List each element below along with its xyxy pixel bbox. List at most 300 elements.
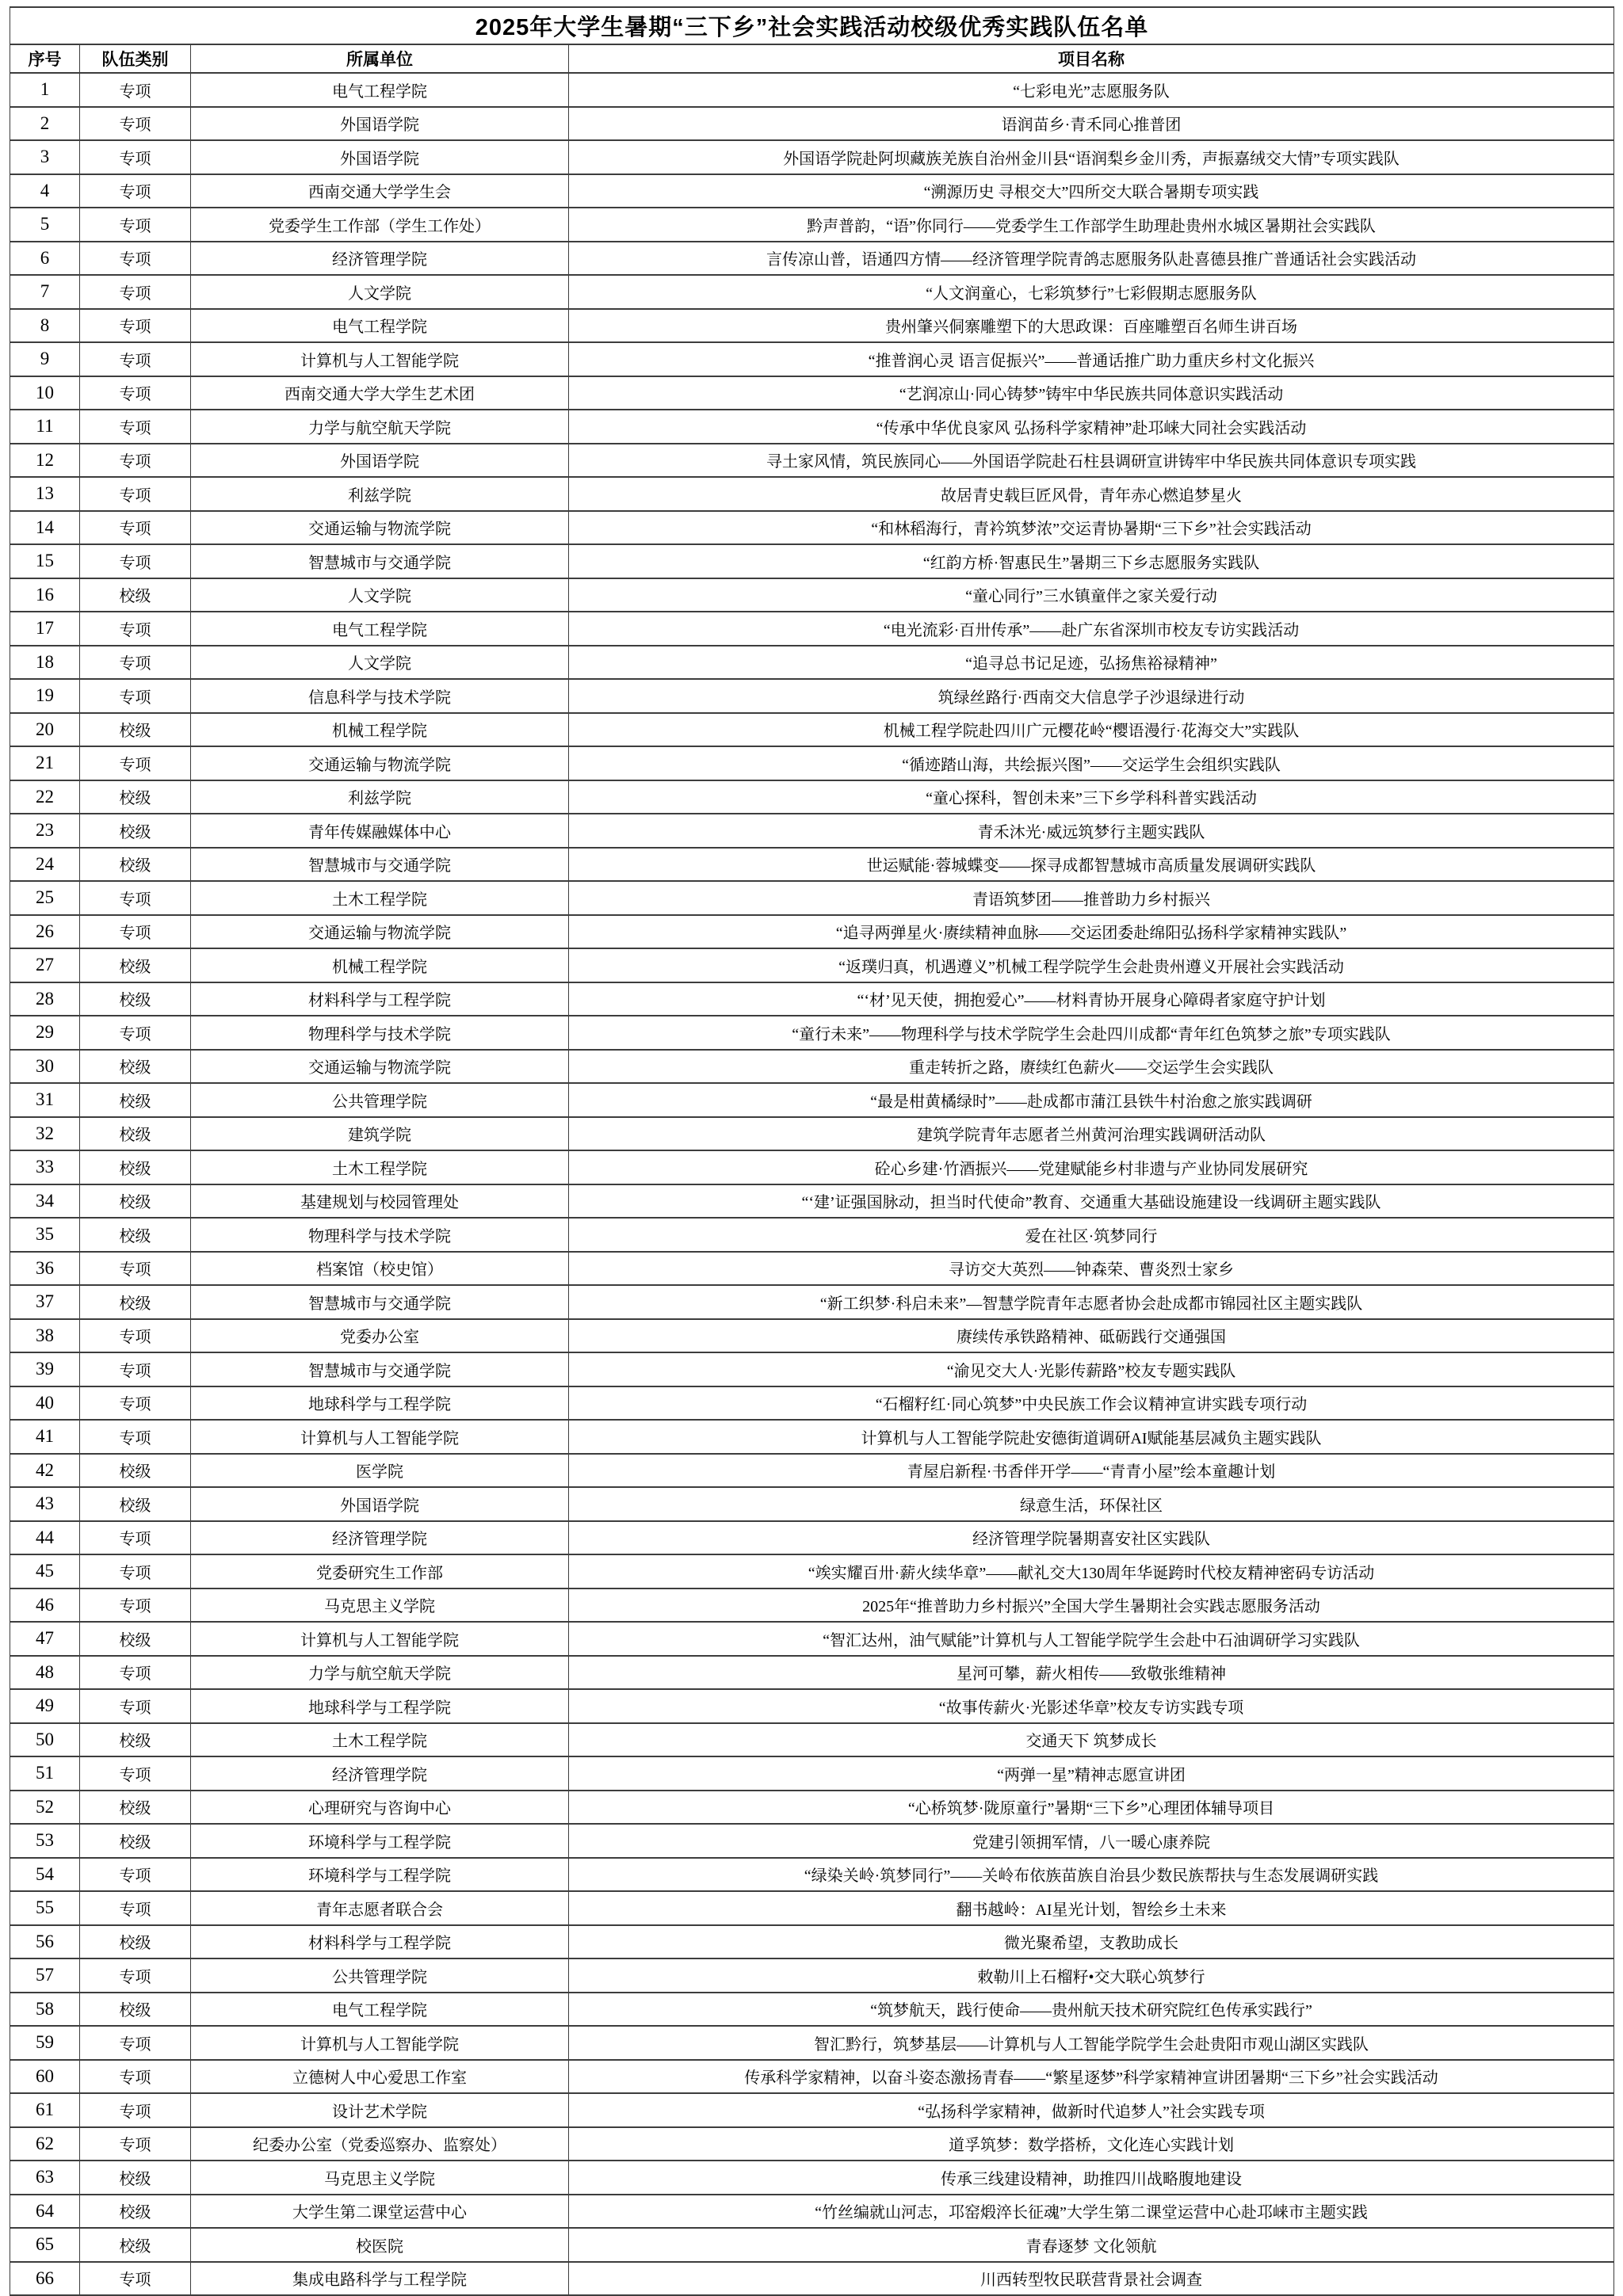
table-row xyxy=(10,1589,1614,1623)
project-cell: 筑绿丝路行·西南交大信息学子沙退绿进行动 xyxy=(569,679,1614,713)
unit-cell: 计算机与人工智能学院 xyxy=(191,1622,569,1656)
category-cell: 校级 xyxy=(80,1117,191,1151)
unit-cell: 计算机与人工智能学院 xyxy=(191,1420,569,1454)
project-cell: “人文润童心，七彩筑梦行”七彩假期志愿服务队 xyxy=(569,275,1614,309)
project-cell: 故居青史载巨匠风骨，青年赤心燃追梦星火 xyxy=(569,477,1614,511)
category-cell: 校级 xyxy=(80,814,191,848)
serial-cell: 61 xyxy=(10,2093,80,2127)
serial-cell: 3 xyxy=(10,140,80,174)
project-cell: 世运赋能·蓉城蝶变——探寻成都智慧城市高质量发展调研实践队 xyxy=(569,848,1614,882)
serial-cell: 51 xyxy=(10,1756,80,1791)
project-cell: “和林稻海行，青衿筑梦浓”交运青协暑期“三下乡”社会实践活动 xyxy=(569,511,1614,545)
category-cell: 专项 xyxy=(80,1016,191,1050)
category-cell: 专项 xyxy=(80,1521,191,1555)
serial-cell: 39 xyxy=(10,1352,80,1386)
project-cell: “传承中华优良家风 弘扬科学家精神”赴邛崃大同社会实践活动 xyxy=(569,410,1614,444)
unit-cell: 土木工程学院 xyxy=(191,1723,569,1757)
project-cell: “竢实耀百卅·薪火续华章”——献礼交大130周年华诞跨时代校友精神密码专访活动 xyxy=(569,1554,1614,1589)
page-title: 2025年大学生暑期“三下乡”社会实践活动校级优秀实践队伍名单 xyxy=(10,7,1614,44)
serial-cell: 63 xyxy=(10,2161,80,2195)
table-row xyxy=(10,2127,1614,2161)
unit-cell: 计算机与人工智能学院 xyxy=(191,342,569,376)
table-row xyxy=(10,1386,1614,1421)
category-cell: 校级 xyxy=(80,1791,191,1825)
unit-cell: 交通运输与物流学院 xyxy=(191,1050,569,1084)
unit-cell: 西南交通大学学生会 xyxy=(191,174,569,208)
table-row xyxy=(10,881,1614,915)
table-row xyxy=(10,578,1614,612)
unit-cell: 马克思主义学院 xyxy=(191,2161,569,2195)
category-cell: 专项 xyxy=(80,309,191,343)
project-cell: 机械工程学院赴四川广元樱花岭“樱语漫行·花海交大”实践队 xyxy=(569,713,1614,747)
unit-cell: 机械工程学院 xyxy=(191,713,569,747)
table-row xyxy=(10,2161,1614,2195)
table-row xyxy=(10,1958,1614,1993)
serial-cell: 31 xyxy=(10,1083,80,1117)
table-row xyxy=(10,342,1614,376)
serial-cell: 52 xyxy=(10,1791,80,1825)
table-row xyxy=(10,848,1614,882)
project-cell: “智汇达州，油气赋能”计算机与人工智能学院学生会赴中石油调研学习实践队 xyxy=(569,1622,1614,1656)
serial-cell: 66 xyxy=(10,2262,80,2296)
unit-cell: 经济管理学院 xyxy=(191,1756,569,1791)
category-cell: 校级 xyxy=(80,780,191,814)
table-row xyxy=(10,2195,1614,2229)
unit-cell: 材料科学与工程学院 xyxy=(191,982,569,1016)
unit-cell: 立德树人中心爱思工作室 xyxy=(191,2060,569,2094)
project-cell: “‘材’见天使，拥抱爱心”——材料青协开展身心障碍者家庭守护计划 xyxy=(569,982,1614,1016)
project-cell: “推普润心灵 语言促振兴”——普通话推广助力重庆乡村文化振兴 xyxy=(569,342,1614,376)
table-row xyxy=(10,1083,1614,1117)
project-cell: 传承三线建设精神，助推四川战略腹地建设 xyxy=(569,2161,1614,2195)
category-cell: 专项 xyxy=(80,1352,191,1386)
project-cell: 重走转折之路，赓续红色薪火——交运学生会实践队 xyxy=(569,1050,1614,1084)
unit-cell: 心理研究与咨询中心 xyxy=(191,1791,569,1825)
project-cell: 言传凉山普，语通四方情——经济管理学院青鸽志愿服务队赴喜德县推广普通话社会实践活动 xyxy=(569,242,1614,276)
category-cell: 校级 xyxy=(80,1723,191,1757)
unit-cell: 地球科学与工程学院 xyxy=(191,1689,569,1723)
project-cell: 川西转型牧民联营背景社会调查 xyxy=(569,2262,1614,2296)
project-cell: “竹丝编就山河志，邛窑煅淬长征魂”大学生第二课堂运营中心赴邛崃市主题实践 xyxy=(569,2195,1614,2229)
unit-cell: 交通运输与物流学院 xyxy=(191,746,569,780)
table-row xyxy=(10,1184,1614,1219)
project-cell: 传承科学家精神，以奋斗姿态激扬青春——“繁星逐梦”科学家精神宣讲团暑期“三下乡”社会实践活动 xyxy=(569,2060,1614,2094)
table-row xyxy=(10,275,1614,309)
serial-cell: 9 xyxy=(10,342,80,376)
category-cell: 专项 xyxy=(80,881,191,915)
table-row xyxy=(10,814,1614,848)
category-cell: 专项 xyxy=(80,342,191,376)
table-row xyxy=(10,1319,1614,1353)
serial-cell: 2 xyxy=(10,107,80,141)
unit-cell: 电气工程学院 xyxy=(191,309,569,343)
table-row xyxy=(10,2262,1614,2296)
table-row xyxy=(10,1252,1614,1286)
column-header-category: 队伍类别 xyxy=(80,44,191,73)
category-cell: 专项 xyxy=(80,1386,191,1421)
serial-cell: 19 xyxy=(10,679,80,713)
unit-cell: 纪委办公室（党委巡察办、监察处） xyxy=(191,2127,569,2161)
table-row xyxy=(10,1723,1614,1757)
table-row xyxy=(10,746,1614,780)
table-row xyxy=(10,1824,1614,1858)
serial-cell: 36 xyxy=(10,1252,80,1286)
unit-cell: 电气工程学院 xyxy=(191,1993,569,2027)
serial-cell: 47 xyxy=(10,1622,80,1656)
table-row xyxy=(10,646,1614,680)
serial-cell: 23 xyxy=(10,814,80,848)
unit-cell: 人文学院 xyxy=(191,578,569,612)
table-row xyxy=(10,2228,1614,2262)
unit-cell: 西南交通大学大学生艺术团 xyxy=(191,376,569,410)
project-cell: “弘扬科学家精神，做新时代追梦人”社会实践专项 xyxy=(569,2093,1614,2127)
serial-cell: 21 xyxy=(10,746,80,780)
unit-cell: 公共管理学院 xyxy=(191,1083,569,1117)
table-row xyxy=(10,477,1614,511)
project-cell: 青语筑梦团——推普助力乡村振兴 xyxy=(569,881,1614,915)
table-row xyxy=(10,1554,1614,1589)
project-cell: 赓续传承铁路精神、砥砺践行交通强国 xyxy=(569,1319,1614,1353)
project-cell: 翻书越岭：AI星光计划，智绘乡土未来 xyxy=(569,1891,1614,1925)
serial-cell: 26 xyxy=(10,915,80,949)
unit-cell: 智慧城市与交通学院 xyxy=(191,1285,569,1319)
unit-cell: 人文学院 xyxy=(191,646,569,680)
table-row xyxy=(10,679,1614,713)
category-cell: 校级 xyxy=(80,1824,191,1858)
table-row xyxy=(10,2060,1614,2094)
unit-cell: 青年志愿者联合会 xyxy=(191,1891,569,1925)
category-cell: 校级 xyxy=(80,1083,191,1117)
project-cell: 敕勒川上石榴籽•交大联心筑梦行 xyxy=(569,1958,1614,1993)
unit-cell: 经济管理学院 xyxy=(191,1521,569,1555)
category-cell: 校级 xyxy=(80,1184,191,1219)
table-row xyxy=(10,107,1614,141)
table-row xyxy=(10,1150,1614,1184)
project-cell: “循迹踏山海，共绘振兴图”——交运学生会组织实践队 xyxy=(569,746,1614,780)
table-row xyxy=(10,1891,1614,1925)
column-header-project: 项目名称 xyxy=(569,44,1614,73)
table-row xyxy=(10,915,1614,949)
category-cell: 校级 xyxy=(80,948,191,982)
unit-cell: 党委研究生工作部 xyxy=(191,1554,569,1589)
unit-cell: 公共管理学院 xyxy=(191,1958,569,1993)
serial-cell: 27 xyxy=(10,948,80,982)
serial-cell: 6 xyxy=(10,242,80,276)
serial-cell: 13 xyxy=(10,477,80,511)
serial-cell: 44 xyxy=(10,1521,80,1555)
unit-cell: 医学院 xyxy=(191,1454,569,1488)
unit-cell: 环境科学与工程学院 xyxy=(191,1858,569,1892)
table-row xyxy=(10,948,1614,982)
category-cell: 专项 xyxy=(80,1858,191,1892)
serial-cell: 24 xyxy=(10,848,80,882)
serial-cell: 17 xyxy=(10,612,80,646)
unit-cell: 档案馆（校史馆） xyxy=(191,1252,569,1286)
project-cell: “追寻总书记足迹，弘扬焦裕禄精神” xyxy=(569,646,1614,680)
serial-cell: 30 xyxy=(10,1050,80,1084)
project-cell: 青春逐梦 文化领航 xyxy=(569,2228,1614,2262)
column-header-unit: 所属单位 xyxy=(191,44,569,73)
project-cell: 青禾沐光·威远筑梦行主题实践队 xyxy=(569,814,1614,848)
category-cell: 专项 xyxy=(80,376,191,410)
table-row xyxy=(10,1454,1614,1488)
serial-cell: 12 xyxy=(10,444,80,478)
table-row xyxy=(10,780,1614,814)
unit-cell: 利兹学院 xyxy=(191,780,569,814)
serial-cell: 28 xyxy=(10,982,80,1016)
table-row xyxy=(10,713,1614,747)
unit-cell: 大学生第二课堂运营中心 xyxy=(191,2195,569,2229)
category-cell: 校级 xyxy=(80,982,191,1016)
category-cell: 专项 xyxy=(80,1656,191,1690)
serial-cell: 33 xyxy=(10,1150,80,1184)
category-cell: 专项 xyxy=(80,511,191,545)
table-row xyxy=(10,1117,1614,1151)
category-cell: 校级 xyxy=(80,1285,191,1319)
unit-cell: 党委学生工作部（学生工作处） xyxy=(191,208,569,242)
excellent-teams-table xyxy=(10,6,1614,2296)
project-cell: 经济管理学院暑期喜安社区实践队 xyxy=(569,1521,1614,1555)
serial-cell: 40 xyxy=(10,1386,80,1421)
unit-cell: 外国语学院 xyxy=(191,140,569,174)
project-cell: “新工织梦·科启未来”—智慧学院青年志愿者协会赴成都市锦园社区主题实践队 xyxy=(569,1285,1614,1319)
unit-cell: 土木工程学院 xyxy=(191,1150,569,1184)
unit-cell: 集成电路科学与工程学院 xyxy=(191,2262,569,2296)
category-cell: 专项 xyxy=(80,2262,191,2296)
project-cell: “童行未来”——物理科学与技术学院学生会赴四川成都“青年红色筑梦之旅”专项实践队 xyxy=(569,1016,1614,1050)
category-cell: 专项 xyxy=(80,1554,191,1589)
category-cell: 专项 xyxy=(80,107,191,141)
table-row xyxy=(10,242,1614,276)
category-cell: 专项 xyxy=(80,410,191,444)
project-cell: 绿意生活，环保社区 xyxy=(569,1487,1614,1521)
unit-cell: 力学与航空航天学院 xyxy=(191,1656,569,1690)
unit-cell: 外国语学院 xyxy=(191,107,569,141)
unit-cell: 力学与航空航天学院 xyxy=(191,410,569,444)
project-cell: “筑梦航天，践行使命——贵州航天技术研究院红色传承实践行” xyxy=(569,1993,1614,2027)
project-cell: 党建引领拥军情，八一暖心康养院 xyxy=(569,1824,1614,1858)
header-row xyxy=(10,44,1614,73)
category-cell: 专项 xyxy=(80,1891,191,1925)
unit-cell: 土木工程学院 xyxy=(191,881,569,915)
category-cell: 专项 xyxy=(80,2060,191,2094)
table-row xyxy=(10,1791,1614,1825)
category-cell: 校级 xyxy=(80,1150,191,1184)
serial-cell: 42 xyxy=(10,1454,80,1488)
category-cell: 专项 xyxy=(80,1589,191,1623)
serial-cell: 60 xyxy=(10,2060,80,2094)
table-row xyxy=(10,982,1614,1016)
project-cell: “艺润凉山·同心铸梦”铸牢中华民族共同体意识实践活动 xyxy=(569,376,1614,410)
category-cell: 校级 xyxy=(80,2228,191,2262)
table-row xyxy=(10,1689,1614,1723)
project-cell: “两弹一星”精神志愿宣讲团 xyxy=(569,1756,1614,1791)
table-row xyxy=(10,1016,1614,1050)
project-cell: “电光流彩·百卅传承”——赴广东省深圳市校友专访实践活动 xyxy=(569,612,1614,646)
unit-cell: 基建规划与校园管理处 xyxy=(191,1184,569,1219)
project-cell: “童心探科，智创未来”三下乡学科科普实践活动 xyxy=(569,780,1614,814)
project-cell: 语润苗乡·青禾同心推普团 xyxy=(569,107,1614,141)
table-row xyxy=(10,140,1614,174)
unit-cell: 设计艺术学院 xyxy=(191,2093,569,2127)
unit-cell: 人文学院 xyxy=(191,275,569,309)
table-row xyxy=(10,1656,1614,1690)
category-cell: 专项 xyxy=(80,1319,191,1353)
serial-cell: 25 xyxy=(10,881,80,915)
project-cell: “七彩电光”志愿服务队 xyxy=(569,73,1614,107)
project-cell: 2025年“推普助力乡村振兴”全国大学生暑期社会实践志愿服务活动 xyxy=(569,1589,1614,1623)
table-row xyxy=(10,511,1614,545)
project-cell: “追寻两弹星火·赓续精神血脉——交运团委赴绵阳弘扬科学家精神实践队” xyxy=(569,915,1614,949)
column-header-serial: 序号 xyxy=(10,44,80,73)
project-cell: “绿染关岭·筑梦同行”——关岭布依族苗族自治县少数民族帮扶与生态发展调研实践 xyxy=(569,1858,1614,1892)
unit-cell: 电气工程学院 xyxy=(191,73,569,107)
serial-cell: 43 xyxy=(10,1487,80,1521)
unit-cell: 交通运输与物流学院 xyxy=(191,511,569,545)
serial-cell: 10 xyxy=(10,376,80,410)
project-cell: 计算机与人工智能学院赴安德街道调研AI赋能基层减负主题实践队 xyxy=(569,1420,1614,1454)
unit-cell: 智慧城市与交通学院 xyxy=(191,848,569,882)
project-cell: 黔声普韵，“语”你同行——党委学生工作部学生助理赴贵州水城区暑期社会实践队 xyxy=(569,208,1614,242)
category-cell: 专项 xyxy=(80,275,191,309)
category-cell: 专项 xyxy=(80,477,191,511)
serial-cell: 62 xyxy=(10,2127,80,2161)
serial-cell: 53 xyxy=(10,1824,80,1858)
table-row xyxy=(10,1993,1614,2027)
unit-cell: 环境科学与工程学院 xyxy=(191,1824,569,1858)
table-body xyxy=(10,73,1614,2295)
unit-cell: 利兹学院 xyxy=(191,477,569,511)
table-row xyxy=(10,1050,1614,1084)
unit-cell: 外国语学院 xyxy=(191,444,569,478)
serial-cell: 45 xyxy=(10,1554,80,1589)
unit-cell: 材料科学与工程学院 xyxy=(191,1925,569,1959)
category-cell: 专项 xyxy=(80,544,191,578)
category-cell: 专项 xyxy=(80,2093,191,2127)
project-cell: 建筑学院青年志愿者兰州黄河治理实践调研活动队 xyxy=(569,1117,1614,1151)
table-row xyxy=(10,1487,1614,1521)
table-row xyxy=(10,1521,1614,1555)
project-cell: 爱在社区·筑梦同行 xyxy=(569,1218,1614,1252)
unit-cell: 党委办公室 xyxy=(191,1319,569,1353)
unit-cell: 马克思主义学院 xyxy=(191,1589,569,1623)
serial-cell: 58 xyxy=(10,1993,80,2027)
category-cell: 校级 xyxy=(80,2161,191,2195)
project-cell: 青屋启新程·书香伴开学——“青青小屋”绘本童趣计划 xyxy=(569,1454,1614,1488)
serial-cell: 59 xyxy=(10,2026,80,2060)
serial-cell: 46 xyxy=(10,1589,80,1623)
category-cell: 专项 xyxy=(80,1420,191,1454)
category-cell: 专项 xyxy=(80,646,191,680)
category-cell: 校级 xyxy=(80,1925,191,1959)
project-cell: “心桥筑梦·陇原童行”暑期“三下乡”心理团体辅导项目 xyxy=(569,1791,1614,1825)
project-cell: “渝见交大人·光影传薪路”校友专题实践队 xyxy=(569,1352,1614,1386)
table-row xyxy=(10,376,1614,410)
category-cell: 校级 xyxy=(80,2195,191,2229)
project-cell: 外国语学院赴阿坝藏族羌族自治州金川县“语润梨乡金川秀，声振嘉绒交大情”专项实践队 xyxy=(569,140,1614,174)
project-cell: “红韵方桥·智惠民生”暑期三下乡志愿服务实践队 xyxy=(569,544,1614,578)
table-row xyxy=(10,2026,1614,2060)
category-cell: 专项 xyxy=(80,140,191,174)
project-cell: “溯源历史 寻根交大”四所交大联合暑期专项实践 xyxy=(569,174,1614,208)
category-cell: 校级 xyxy=(80,848,191,882)
table-row xyxy=(10,612,1614,646)
serial-cell: 5 xyxy=(10,208,80,242)
serial-cell: 50 xyxy=(10,1723,80,1757)
category-cell: 专项 xyxy=(80,2127,191,2161)
category-cell: 校级 xyxy=(80,1622,191,1656)
table-row xyxy=(10,2093,1614,2127)
project-cell: 道孚筑梦：数学搭桥，文化连心实践计划 xyxy=(569,2127,1614,2161)
serial-cell: 8 xyxy=(10,309,80,343)
unit-cell: 智慧城市与交通学院 xyxy=(191,1352,569,1386)
serial-cell: 18 xyxy=(10,646,80,680)
unit-cell: 计算机与人工智能学院 xyxy=(191,2026,569,2060)
category-cell: 专项 xyxy=(80,2026,191,2060)
unit-cell: 青年传媒融媒体中心 xyxy=(191,814,569,848)
category-cell: 校级 xyxy=(80,1993,191,2027)
unit-cell: 电气工程学院 xyxy=(191,612,569,646)
serial-cell: 14 xyxy=(10,511,80,545)
project-cell: 微光聚希望，支教助成长 xyxy=(569,1925,1614,1959)
unit-cell: 经济管理学院 xyxy=(191,242,569,276)
serial-cell: 1 xyxy=(10,73,80,107)
serial-cell: 11 xyxy=(10,410,80,444)
unit-cell: 建筑学院 xyxy=(191,1117,569,1151)
serial-cell: 38 xyxy=(10,1319,80,1353)
unit-cell: 物理科学与技术学院 xyxy=(191,1016,569,1050)
category-cell: 专项 xyxy=(80,242,191,276)
category-cell: 专项 xyxy=(80,1252,191,1286)
unit-cell: 地球科学与工程学院 xyxy=(191,1386,569,1421)
project-cell: 寻土家风情，筑民族同心——外国语学院赴石柱县调研宣讲铸牢中华民族共同体意识专项实践 xyxy=(569,444,1614,478)
serial-cell: 55 xyxy=(10,1891,80,1925)
serial-cell: 57 xyxy=(10,1958,80,1993)
serial-cell: 54 xyxy=(10,1858,80,1892)
category-cell: 专项 xyxy=(80,612,191,646)
serial-cell: 7 xyxy=(10,275,80,309)
unit-cell: 机械工程学院 xyxy=(191,948,569,982)
serial-cell: 20 xyxy=(10,713,80,747)
serial-cell: 37 xyxy=(10,1285,80,1319)
project-cell: 智汇黔行，筑梦基层——计算机与人工智能学院学生会赴贵阳市观山湖区实践队 xyxy=(569,2026,1614,2060)
table-row xyxy=(10,309,1614,343)
category-cell: 校级 xyxy=(80,1050,191,1084)
unit-cell: 交通运输与物流学院 xyxy=(191,915,569,949)
category-cell: 专项 xyxy=(80,208,191,242)
table-row xyxy=(10,1756,1614,1791)
category-cell: 校级 xyxy=(80,1218,191,1252)
title-row xyxy=(10,7,1614,44)
table-row xyxy=(10,1858,1614,1892)
unit-cell: 外国语学院 xyxy=(191,1487,569,1521)
unit-cell: 校医院 xyxy=(191,2228,569,2262)
table-row xyxy=(10,208,1614,242)
table-row xyxy=(10,1420,1614,1454)
category-cell: 专项 xyxy=(80,1756,191,1791)
project-cell: “童心同行”三水镇童伴之家关爱行动 xyxy=(569,578,1614,612)
category-cell: 专项 xyxy=(80,746,191,780)
category-cell: 专项 xyxy=(80,679,191,713)
project-cell: 星河可攀，薪火相传——致敬张维精神 xyxy=(569,1656,1614,1690)
category-cell: 专项 xyxy=(80,1689,191,1723)
serial-cell: 65 xyxy=(10,2228,80,2262)
project-cell: “故事传薪火·光影述华章”校友专访实践专项 xyxy=(569,1689,1614,1723)
category-cell: 校级 xyxy=(80,578,191,612)
table-row xyxy=(10,444,1614,478)
serial-cell: 15 xyxy=(10,544,80,578)
table-row xyxy=(10,1925,1614,1959)
